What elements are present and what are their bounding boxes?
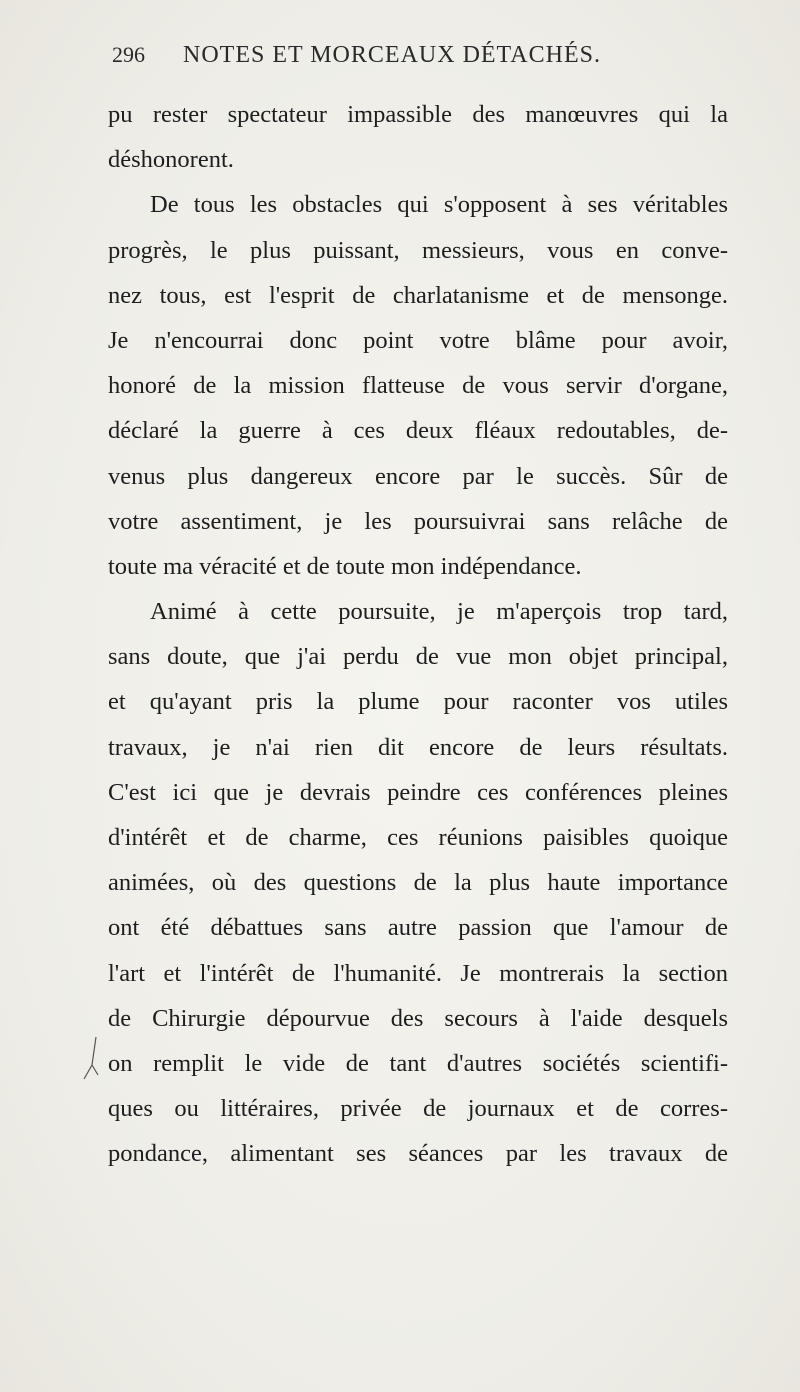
text-line: progrès, le plus puissant, messieurs, vous en conve-: [108, 236, 728, 264]
text-line: C'est ici que je devrais peindre ces conférences pleines: [108, 778, 728, 806]
text-line: venus plus dangereux encore par le succès. Sûr de: [108, 462, 728, 490]
text-line: nez tous, est l'esprit de charlatanisme et de mensonge.: [108, 281, 728, 309]
text-line: travaux, je n'ai rien dit encore de leurs résultats.: [108, 733, 728, 761]
text-line: pu rester spectateur impassible des manœuvres qui la: [108, 101, 728, 128]
text-line: ont été débattues sans autre passion que l'amour de: [108, 914, 728, 942]
text-line: de Chirurgie dépourvue des secours à l'aide desquels: [108, 1004, 728, 1032]
text-line: et qu'ayant pris la plume pour raconter vos utiles: [108, 688, 728, 716]
running-title: NOTES ET MORCEAUX DÉTACHÉS.: [183, 42, 601, 68]
text-line: on remplit le vide de tant d'autres sociétés scientifi-: [108, 1049, 728, 1077]
text-line: votre assentiment, je les poursuivrai sans relâche de: [108, 507, 728, 535]
text-line: sans doute, que j'ai perdu de vue mon objet principal,: [108, 643, 728, 671]
text-line: De tous les obstacles qui s'opposent à ses véritables: [150, 191, 728, 219]
text-line: pondance, alimentant ses séances par les travaux de: [108, 1140, 728, 1168]
running-header: [112, 42, 692, 76]
text-line: déclaré la guerre à ces deux fléaux redoutables, de-: [108, 417, 728, 445]
text-line: l'art et l'intérêt de l'humanité. Je montrerais la section: [108, 959, 728, 987]
body-text: [108, 92, 728, 1177]
text-line: déshonorent.: [108, 146, 234, 174]
text-line: animées, où des questions de la plus haute importance: [108, 869, 728, 897]
page-number: 296: [112, 42, 145, 67]
margin-mark-icon: [78, 1035, 100, 1095]
text-line: Animé à cette poursuite, je m'aperçois trop tard,: [150, 598, 728, 626]
text-line: d'intérêt et de charme, ces réunions paisibles quoique: [108, 824, 728, 851]
text-line: ques ou littéraires, privée de journaux et de corres-: [108, 1095, 728, 1123]
text-line: honoré de la mission flatteuse de vous servir d'organe,: [108, 372, 728, 400]
text-line: toute ma véracité et de toute mon indépendance.: [108, 552, 582, 580]
text-line: Je n'encourrai donc point votre blâme pour avoir,: [108, 326, 728, 354]
